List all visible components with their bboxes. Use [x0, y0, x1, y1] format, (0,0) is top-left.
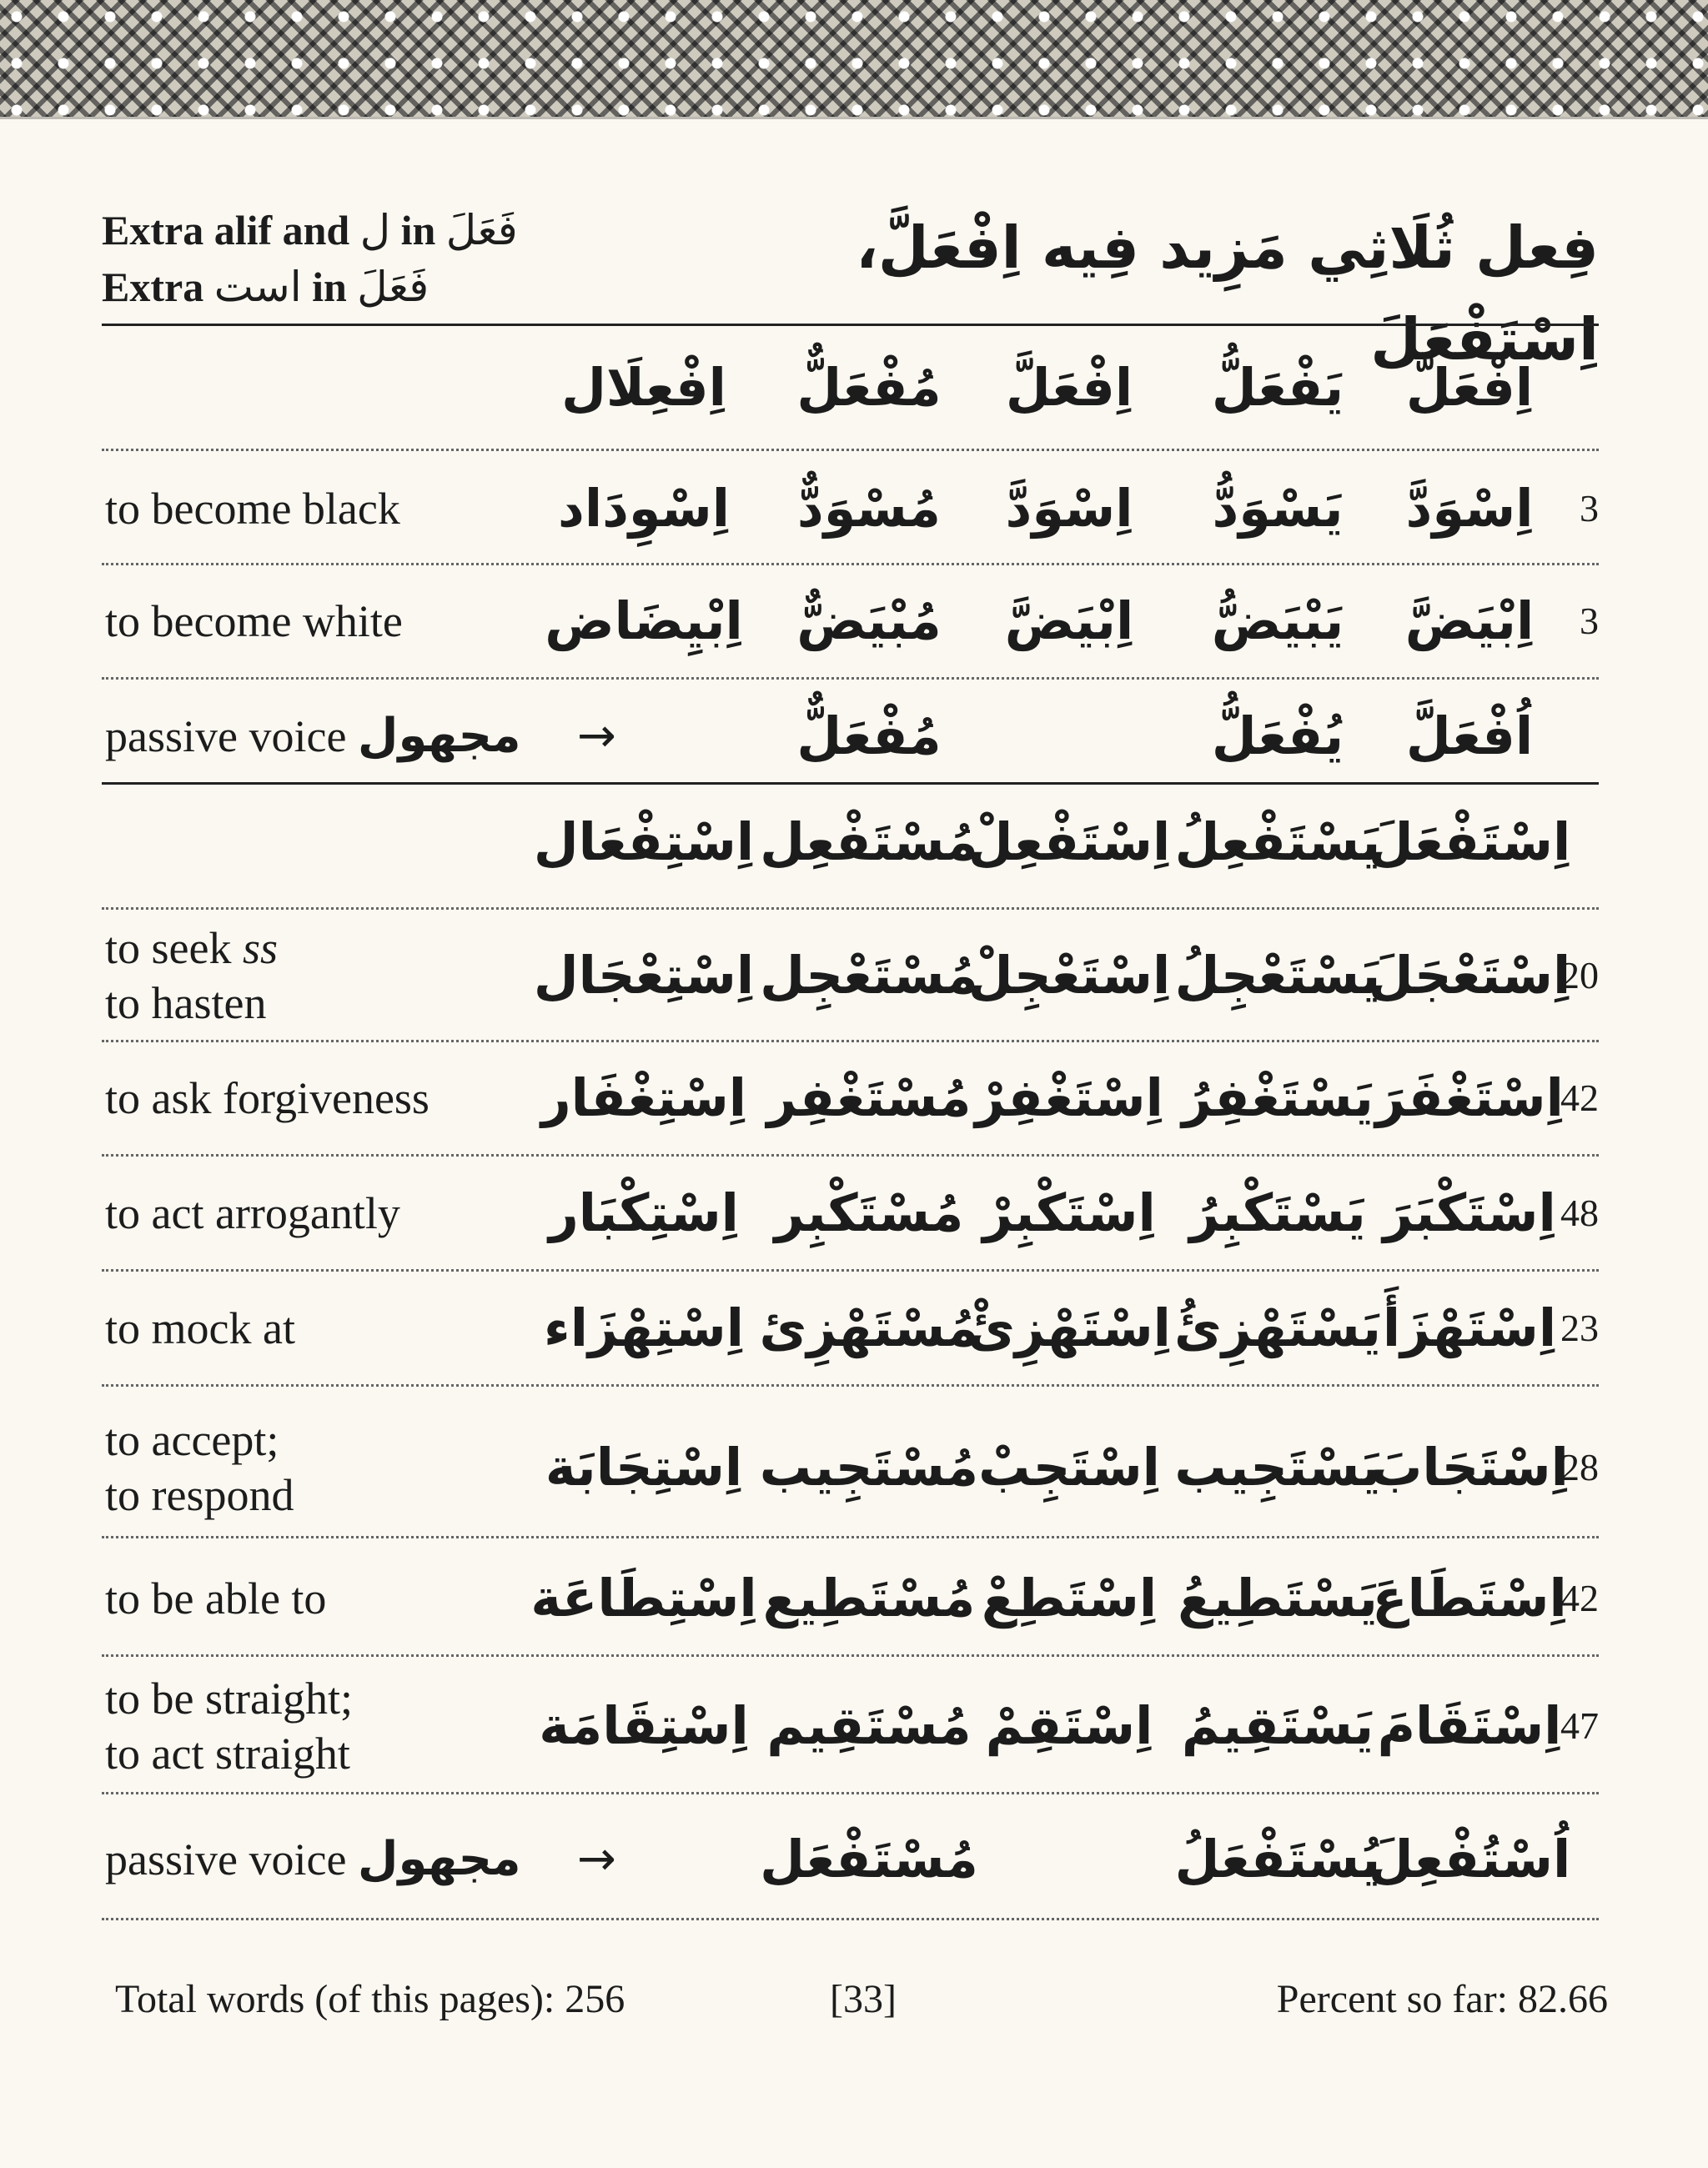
row-gloss: [105, 481, 489, 536]
arabic-form: اِفْعَلَّ: [1405, 357, 1534, 418]
passive-participle: مُفْعَلٌّ: [796, 705, 942, 766]
header-line-1: [102, 202, 686, 258]
gloss-line: to ask forgiveness: [105, 1073, 430, 1123]
table-row: [102, 1044, 1599, 1152]
footer-percent: Percent so far: 82.66: [1276, 1977, 1608, 2021]
table-row: [102, 1544, 1599, 1653]
header-line-2: [102, 258, 686, 315]
arabic-form: اِفْعِلَال: [561, 357, 726, 418]
gloss-line: to become white: [105, 596, 403, 646]
gloss-text: to seek: [105, 923, 243, 973]
arrow-icon: →: [577, 1832, 616, 1886]
gloss-line: to accept;: [105, 1415, 279, 1465]
row-divider: [102, 563, 1599, 565]
arabic-form: اِسْتَجِبْ: [978, 1437, 1160, 1498]
passive-label: [105, 682, 521, 790]
arabic-form: اِسْتِكْبَار: [549, 1182, 739, 1243]
passive-imperfect: يُفْعَلُّ: [1211, 705, 1344, 766]
table-row: [102, 1401, 1599, 1534]
arabic-form: مُسْتَعْجِل: [760, 945, 978, 1006]
header-line-2-ist: است: [214, 263, 302, 311]
row-gloss: [105, 1571, 489, 1626]
table-row: [102, 1661, 1599, 1790]
row-gloss: [105, 921, 489, 1031]
row-gloss: [105, 1413, 489, 1523]
arabic-form: اِسْوَدَّ: [1005, 478, 1133, 539]
row-gloss: [105, 1301, 489, 1356]
row-gloss: [105, 1186, 489, 1241]
arabic-form: مُسْتَغْفِر: [766, 1067, 972, 1128]
arabic-form: يَسْتَكْبِرُ: [1189, 1182, 1366, 1243]
arabic-form: اِسْتَكْبَرَ: [1383, 1182, 1556, 1243]
arabic-form: اِسْتَغْفِرْ: [975, 1067, 1163, 1128]
gloss-line: to act arrogantly: [105, 1188, 400, 1238]
arabic-form: مُسْتَكْبِر: [774, 1182, 964, 1243]
decorative-banner: [0, 0, 1708, 119]
row-divider: [102, 1269, 1599, 1272]
row-count: 23: [1560, 1307, 1599, 1349]
arabic-form: اِسْتَطِعْ: [981, 1568, 1158, 1629]
arabic-form: اِفْعَلَّ: [1005, 357, 1133, 418]
pattern-row: [102, 788, 1599, 896]
passive-label-text: passive voice: [105, 1834, 347, 1884]
arabic-form: اِسْتَكْبِرْ: [982, 1182, 1156, 1243]
arabic-form: اِسْتِفْعَال: [533, 811, 755, 872]
arabic-form: مُسْتَقِيم: [766, 1695, 972, 1756]
row-divider: [102, 677, 1599, 680]
arabic-form: يَسْتَطِيعُ: [1178, 1568, 1378, 1629]
arabic-form: يَفْعَلُّ: [1211, 357, 1344, 418]
table-row: [102, 1274, 1599, 1383]
arabic-form: اِسْوَدَّ: [1405, 478, 1534, 539]
row-count: 28: [1560, 1446, 1599, 1488]
arabic-form: اِسْتَغْفَرَ: [1375, 1067, 1564, 1128]
arabic-form: يَسْتَجِيب: [1174, 1437, 1381, 1498]
row-divider: [102, 1384, 1599, 1387]
arabic-form: اِسْوِدَاد: [558, 478, 730, 539]
passive-label-text: passive voice: [105, 711, 347, 761]
header-description: [102, 202, 686, 315]
table-row: [102, 1159, 1599, 1267]
row-count: 47: [1560, 1704, 1599, 1747]
row-divider: [102, 1040, 1599, 1042]
row-divider: [102, 907, 1599, 910]
passive-label-arabic: مجهول: [357, 709, 521, 763]
row-divider: [102, 1918, 1599, 1920]
table-row: [102, 454, 1599, 563]
table-row: [102, 567, 1599, 675]
row-count: 42: [1560, 1076, 1599, 1119]
arabic-form: مُسْتَفْعِل: [760, 811, 978, 872]
arabic-form: مُسْوَدٌّ: [796, 478, 942, 539]
passive-label: [105, 1801, 521, 1918]
arabic-form: اِسْتِهْزَاء: [544, 1297, 744, 1358]
arabic-form: اِسْتِطَاعَة: [530, 1568, 757, 1629]
row-count: 3: [1580, 600, 1599, 642]
header-line-1-in: in: [390, 207, 446, 253]
row-divider: [102, 449, 1599, 451]
arabic-form: اِسْتِعْجَال: [533, 945, 755, 1006]
table-row: [102, 913, 1599, 1038]
arabic-form: اِسْتَفْعَلَ: [1368, 811, 1571, 872]
arabic-form: اِبْيَضَّ: [1404, 590, 1535, 651]
page-number: [33]: [830, 1977, 897, 2021]
arabic-form: اِسْتَطَاعَ: [1372, 1568, 1567, 1629]
row-count: 42: [1560, 1577, 1599, 1619]
pattern-row: [102, 334, 1599, 442]
header-line-2-in: in: [301, 263, 358, 310]
row-count: 48: [1560, 1192, 1599, 1234]
passive-row: [102, 1801, 1599, 1918]
gloss-line: [105, 921, 489, 976]
arabic-form: اِسْتَعْجَلَ: [1368, 945, 1571, 1006]
row-divider: [102, 1792, 1599, 1794]
gloss-line: to be straight;: [105, 1673, 353, 1724]
arabic-form: اِبْيِضَاض: [545, 590, 743, 651]
arabic-form: مُبْيَضٌّ: [796, 590, 942, 651]
header-line-1-lam: ل: [359, 206, 391, 254]
gloss-italic: ss: [242, 923, 278, 973]
row-gloss: [105, 594, 489, 649]
header-line-1-prefix: Extra alif and: [102, 207, 360, 253]
arabic-form: اِسْتِقَامَة: [539, 1695, 749, 1756]
row-divider: [102, 1536, 1599, 1538]
header-line-1-arabic: فَعَلَ: [445, 206, 518, 254]
arabic-form: مُسْتَهْزِئ: [759, 1297, 979, 1358]
arabic-form: يَسْتَغْفِرُ: [1182, 1067, 1374, 1128]
row-gloss: [105, 1671, 489, 1781]
arabic-form: مُسْتَطِيع: [762, 1568, 976, 1629]
arabic-form: اِسْتَهْزَأَ: [1382, 1297, 1557, 1358]
gloss-line: to become black: [105, 484, 400, 534]
arabic-form: يَسْتَفْعِلُ: [1174, 811, 1381, 872]
gloss-line: to hasten: [105, 978, 267, 1028]
row-count: 3: [1580, 487, 1599, 529]
row-divider: [102, 1154, 1599, 1157]
arabic-form: اِسْتَعْجِلْ: [967, 945, 1171, 1006]
arabic-form: اِبْيَضَّ: [1004, 590, 1134, 651]
row-divider: [102, 1654, 1599, 1657]
arabic-form: اِسْتَقِمْ: [985, 1695, 1153, 1756]
passive-imperfect: يُسْتَفْعَلُ: [1174, 1829, 1381, 1889]
gloss-line: to respond: [105, 1470, 294, 1520]
page-title-arabic: فِعل ثُلَاثِي مَزِيد فِيه اِفْعَلَّ، اِسْتَفْعَلَ: [856, 213, 1599, 374]
arabic-form: يَبْيَضُّ: [1211, 590, 1344, 651]
arabic-form: مُفْعَلٌّ: [796, 357, 942, 418]
arabic-form: اِسْتَفْعِلْ: [967, 811, 1171, 872]
arabic-form: يَسْتَهْزِئُ: [1174, 1297, 1381, 1358]
arabic-form: اِسْتَقَامَ: [1377, 1695, 1562, 1756]
header-line-2-prefix: Extra: [102, 263, 214, 310]
arrow-icon: →: [577, 709, 616, 763]
arabic-form: يَسْتَعْجِلُ: [1174, 945, 1381, 1006]
gloss-line: to act straight: [105, 1728, 350, 1779]
passive-perfect: اُفْعَلَّ: [1405, 705, 1534, 766]
row-gloss: [105, 1071, 489, 1126]
gloss-line: to mock at: [105, 1303, 295, 1353]
arabic-form: اِسْتَهْزِئْ: [967, 1297, 1171, 1358]
passive-perfect: اُسْتُفْعِلَ: [1368, 1829, 1571, 1889]
header-line-2-arabic: فَعَلَ: [357, 263, 430, 311]
arabic-form: اِسْتِجَابَة: [545, 1437, 743, 1498]
gloss-line: to be able to: [105, 1573, 327, 1623]
row-count: 20: [1560, 954, 1599, 996]
arabic-form: اِسْتِغْفَار: [540, 1067, 747, 1128]
header-divider: [102, 324, 1599, 326]
passive-participle: مُسْتَفْعَل: [760, 1829, 978, 1889]
page-header: [102, 185, 1599, 374]
arabic-form: اِسْتَجَابَ: [1370, 1437, 1569, 1498]
arabic-form: يَسْوَدُّ: [1212, 478, 1344, 539]
passive-row: [102, 682, 1599, 790]
footer-total-words: Total words (of this pages): 256: [115, 1977, 625, 2021]
passive-label-arabic: مجهول: [357, 1832, 521, 1886]
arabic-form: مُسْتَجِيب: [759, 1437, 979, 1498]
arabic-form: يَسْتَقِيمُ: [1181, 1695, 1374, 1756]
section-divider: [102, 782, 1599, 785]
